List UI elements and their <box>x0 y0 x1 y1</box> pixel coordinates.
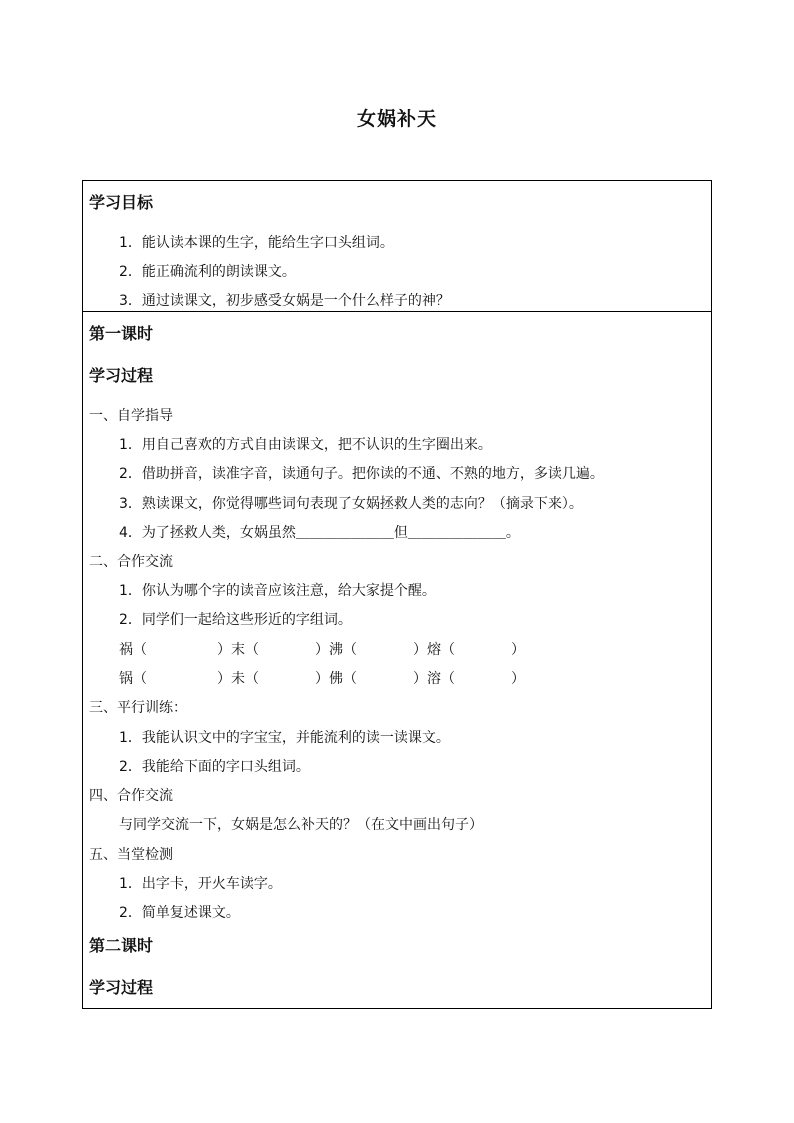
lesson1-heading: 第一课时 <box>89 324 154 343</box>
list-item: 3．熟读课文，你觉得哪些词句表现了女娲拯救人类的志向？（摘录下来）。 <box>119 496 583 512</box>
lesson2-process-heading: 学习过程 <box>89 978 154 997</box>
word-blank-cell: ）未（ <box>217 671 259 687</box>
word-blank-row <box>119 640 525 660</box>
list-item: 1．我能认识文中的字宝宝，并能流利的读一读课文。 <box>119 730 450 746</box>
word-blank-cell: 祸（ <box>119 642 147 658</box>
paragraph: 与同学交流一下，女娲是怎么补天的？（在文中画出句子） <box>119 817 483 833</box>
word-blank-cell: ）熔（ <box>413 642 455 658</box>
word-blank-cell: ）溶（ <box>413 671 455 687</box>
list-item: 2．借助拼音，读准字音，读通句子。把你读的不通、不熟的地方，多读几遍。 <box>119 466 604 482</box>
learning-goals-box <box>82 180 712 312</box>
section-title: 五、当堂检测 <box>89 847 173 863</box>
word-blank-cell: ）沸（ <box>315 642 357 658</box>
goals-heading: 学习目标 <box>89 193 154 212</box>
word-blank-cell: ）佛（ <box>315 671 357 687</box>
goal-item: 1．能认读本课的生字，能给生字口头组词。 <box>119 235 394 251</box>
word-blank-cell: ） <box>511 671 525 687</box>
list-item: 2．同学们一起给这些形近的字组词。 <box>119 612 352 628</box>
section-title: 四、合作交流 <box>89 788 173 804</box>
goal-item: 3．通过读课文，初步感受女娲是一个什么样子的神？ <box>119 293 450 309</box>
list-item: 1．出字卡，开火车读字。 <box>119 876 282 892</box>
word-blank-row <box>119 669 525 689</box>
lesson-content-box <box>82 311 712 1009</box>
lesson2-heading: 第二课时 <box>89 936 154 955</box>
list-item: 1．用自己喜欢的方式自由读课文，把不认识的生字圈出来。 <box>119 437 492 453</box>
page-title: 女娲补天 <box>356 108 437 130</box>
list-item: 2．我能给下面的字口头组词。 <box>119 759 310 775</box>
goal-item: 2．能正确流利的朗读课文。 <box>119 264 296 280</box>
list-item: 1．你认为哪个字的读音应该注意，给大家提个醒。 <box>119 583 436 599</box>
section-title: 一、自学指导 <box>89 408 173 424</box>
word-blank-cell: 锅（ <box>119 671 147 687</box>
word-blank-cell: ）末（ <box>217 642 259 658</box>
list-item: 4．为了拯救人类，女娲虽然＿＿＿＿＿＿＿但＿＿＿＿＿＿＿。 <box>119 525 520 541</box>
section-title: 二、合作交流 <box>89 554 173 570</box>
list-item: 2．简单复述课文。 <box>119 905 240 921</box>
section-title: 三、平行训练： <box>89 700 187 716</box>
lesson1-process-heading: 学习过程 <box>89 366 154 385</box>
word-blank-cell: ） <box>511 642 525 658</box>
